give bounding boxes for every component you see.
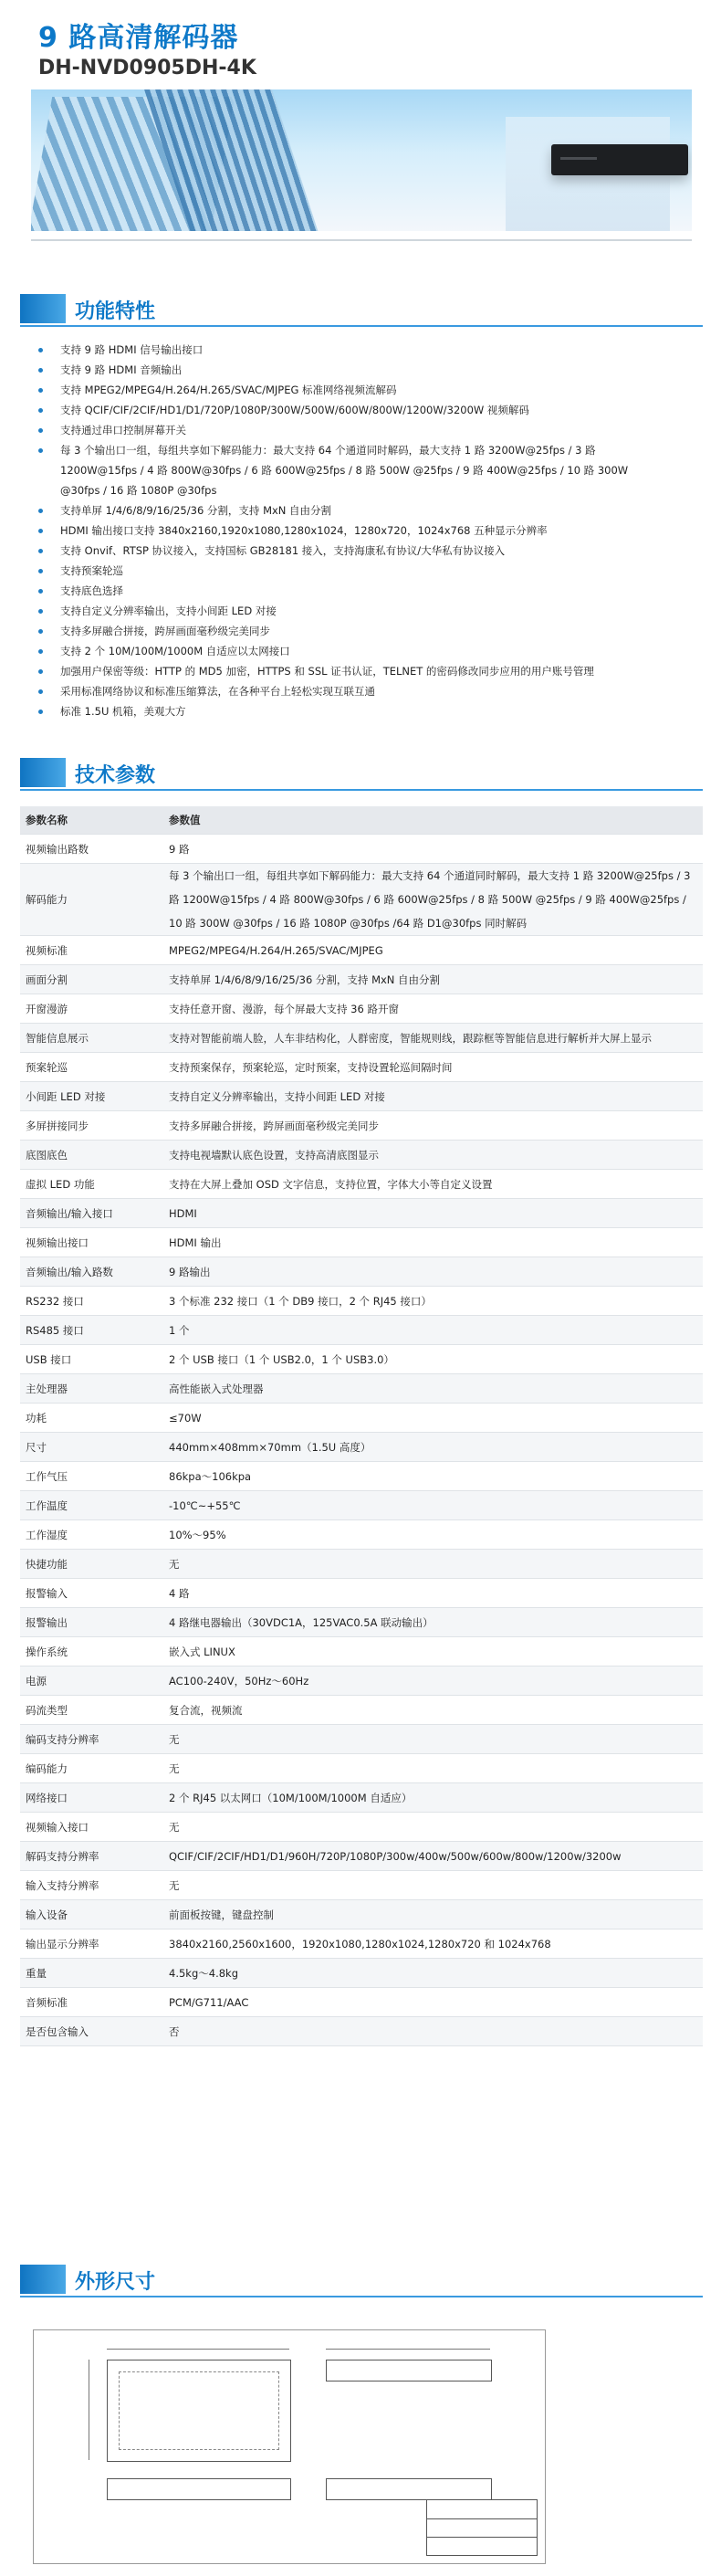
spec-param-name: 工作温度 xyxy=(20,1491,163,1520)
spec-row xyxy=(20,1345,703,1374)
spec-param-value: 支持在大屏上叠加 OSD 文字信息，支持位置，字体大小等自定义设置 xyxy=(163,1170,703,1199)
spec-row xyxy=(20,1783,703,1813)
spec-param-name: 快捷功能 xyxy=(20,1550,163,1579)
spec-param-value: 支持电视墙默认底色设置，支持高清底图显示 xyxy=(163,1141,703,1170)
spec-param-name: USB 接口 xyxy=(20,1345,163,1374)
spec-param-name: 小间距 LED 对接 xyxy=(20,1082,163,1111)
spec-row xyxy=(20,1433,703,1462)
spec-row xyxy=(20,1900,703,1929)
features-list xyxy=(31,340,670,721)
spec-row xyxy=(20,1579,703,1608)
spec-param-name: 编码能力 xyxy=(20,1754,163,1783)
spec-param-name: 底图底色 xyxy=(20,1141,163,1170)
spec-row xyxy=(20,835,703,864)
spec-param-name: 编码支持分辨率 xyxy=(20,1725,163,1754)
spec-row xyxy=(20,994,703,1024)
feature-item: 每 3 个输出口一组，每组共享如下解码能力：最大支持 64 个通道同时解码，最大支持 1 路 3200W@25fps / 3 路 1200W@15fps / 4 路 800W@30fps / 6 路 600W@25fps / 8 路 500W @25fps / 9 路 400W@25fps / 10 路 300W @30fps / 16 路 1080P @30fps xyxy=(31,440,670,500)
spec-param-name: 视频标准 xyxy=(20,936,163,965)
spec-param-name: 开窗漫游 xyxy=(20,994,163,1024)
spec-row xyxy=(20,1053,703,1082)
spec-param-name: 音频标准 xyxy=(20,1988,163,2017)
side-view-outline xyxy=(326,2360,492,2381)
spec-param-value: MPEG2/MPEG4/H.264/H.265/SVAC/MJPEG xyxy=(163,936,703,965)
spec-row xyxy=(20,1959,703,1988)
spec-param-name: 重量 xyxy=(20,1959,163,1988)
spec-param-name: 画面分割 xyxy=(20,965,163,994)
feature-item: HDMI 输出接口支持 3840x2160,1920x1080,1280x1024，1280x720，1024x768 五种显示分辨率 xyxy=(31,520,670,541)
spec-param-value: 440mm×408mm×70mm（1.5U 高度） xyxy=(163,1433,703,1462)
spec-param-name: 解码能力 xyxy=(20,864,163,936)
product-banner-image xyxy=(31,89,692,231)
spec-row xyxy=(20,1199,703,1228)
spec-param-name: 音频输出/输入路数 xyxy=(20,1257,163,1287)
spec-param-value: 支持自定义分辨率输出，支持小间距 LED 对接 xyxy=(163,1082,703,1111)
feature-item: 支持 MPEG2/MPEG4/H.264/H.265/SVAC/MJPEG 标准网络视频流解码 xyxy=(31,380,670,400)
feature-item: 支持 2 个 10M/100M/1000M 自适应以太网接口 xyxy=(31,641,670,661)
spec-param-value: 无 xyxy=(163,1550,703,1579)
feature-item: 加强用户保密等级：HTTP 的 MD5 加密，HTTPS 和 SSL 证书认证，TELNET 的密码修改同步应用的用户账号管理 xyxy=(31,661,670,681)
spec-row xyxy=(20,1491,703,1520)
spec-param-value: 2 个 USB 接口（1 个 USB2.0，1 个 USB3.0） xyxy=(163,1345,703,1374)
spec-row xyxy=(20,1550,703,1579)
spec-row xyxy=(20,1520,703,1550)
feature-item: 支持多屏融合拼接，跨屏画面毫秒级完美同步 xyxy=(31,621,670,641)
spec-param-value: HDMI 输出 xyxy=(163,1228,703,1257)
spec-row xyxy=(20,1228,703,1257)
spec-row xyxy=(20,864,703,936)
spec-param-value: 前面板按键，键盘控制 xyxy=(163,1900,703,1929)
spec-row xyxy=(20,1082,703,1111)
spec-param-name: 虚拟 LED 功能 xyxy=(20,1170,163,1199)
feature-item: 支持 9 路 HDMI 信号输出接口 xyxy=(31,340,670,360)
spec-row xyxy=(20,1287,703,1316)
spec-param-value: 复合流，视频流 xyxy=(163,1696,703,1725)
section-rule xyxy=(20,789,703,791)
spec-param-value: 支持预案保存，预案轮巡，定时预案，支持设置轮巡间隔时间 xyxy=(163,1053,703,1082)
spec-param-name: 预案轮巡 xyxy=(20,1053,163,1082)
spec-row xyxy=(20,1696,703,1725)
spec-row xyxy=(20,1462,703,1491)
spec-row xyxy=(20,2017,703,2046)
spec-param-value: 支持任意开窗、漫游，每个屏最大支持 36 路开窗 xyxy=(163,994,703,1024)
spec-param-value: 4 路 xyxy=(163,1579,703,1608)
feature-item: 支持 9 路 HDMI 音频输出 xyxy=(31,360,670,380)
spec-param-name: 视频输入接口 xyxy=(20,1813,163,1842)
spec-param-name: 尺寸 xyxy=(20,1433,163,1462)
spec-table-header-value: 参数值 xyxy=(163,806,703,835)
dimension-line xyxy=(326,2349,490,2350)
spec-row xyxy=(20,1404,703,1433)
spec-row xyxy=(20,1170,703,1199)
spec-param-name: 操作系统 xyxy=(20,1637,163,1667)
spec-table xyxy=(20,806,703,2046)
spec-row xyxy=(20,1754,703,1783)
feature-item: 支持单屏 1/4/6/8/9/16/25/36 分割，支持 MxN 自由分割 xyxy=(31,500,670,520)
spec-param-name: 工作气压 xyxy=(20,1462,163,1491)
spec-param-value: 每 3 个输出口一组，每组共享如下解码能力：最大支持 64 个通道同时解码，最大支持 1 路 3200W@25fps / 3 路 1200W@15fps / 4 路 800W@30fps / 6 路 600W@25fps / 8 路 500W @25fps / 9 路 400W@25fps / 10 路 300W @30fps / 16 路 1080P @30fps /64 路 D1@30fps 同时解码 xyxy=(163,864,703,936)
spec-param-value: 高性能嵌入式处理器 xyxy=(163,1374,703,1404)
spec-row xyxy=(20,1637,703,1667)
spec-param-name: 是否包含输入 xyxy=(20,2017,163,2046)
spec-param-value: 1 个 xyxy=(163,1316,703,1345)
specs-section-heading xyxy=(20,754,703,791)
spec-row xyxy=(20,1141,703,1170)
top-view-outline xyxy=(107,2360,291,2462)
spec-row xyxy=(20,1316,703,1345)
dimensions-section-heading xyxy=(20,2261,703,2297)
feature-item: 支持通过串口控制屏幕开关 xyxy=(31,420,670,440)
spec-param-name: RS232 接口 xyxy=(20,1287,163,1316)
spec-param-name: 电源 xyxy=(20,1667,163,1696)
spec-param-value: 否 xyxy=(163,2017,703,2046)
feature-item: 支持自定义分辨率输出，支持小间距 LED 对接 xyxy=(31,601,670,621)
spec-param-name: 视频输出接口 xyxy=(20,1228,163,1257)
spec-param-name: 视频输出路数 xyxy=(20,835,163,864)
spec-param-value: 3840x2160,2560x1600，1920x1080,1280x1024,1280x720 和 1024x768 xyxy=(163,1929,703,1959)
feature-item: 标准 1.5U 机箱，美观大方 xyxy=(31,701,670,721)
decoder-device-image xyxy=(551,144,688,175)
spec-row xyxy=(20,1842,703,1871)
spec-param-name: 主处理器 xyxy=(20,1374,163,1404)
spec-param-name: RS485 接口 xyxy=(20,1316,163,1345)
section-rule xyxy=(20,2296,703,2297)
spec-param-name: 多屏拼接同步 xyxy=(20,1111,163,1141)
spec-table-header-row xyxy=(20,806,703,835)
spec-param-name: 输出显示分辨率 xyxy=(20,1929,163,1959)
spec-param-name: 输入支持分辨率 xyxy=(20,1871,163,1900)
spec-param-name: 报警输入 xyxy=(20,1579,163,1608)
feature-item: 采用标准网络协议和标准压缩算法，在各种平台上轻松实现互联互通 xyxy=(31,681,670,701)
spec-param-name: 网络接口 xyxy=(20,1783,163,1813)
spec-param-value: 86kpa～106kpa xyxy=(163,1462,703,1491)
spec-row xyxy=(20,965,703,994)
spec-param-value: HDMI xyxy=(163,1199,703,1228)
section-tab-marker xyxy=(20,294,66,323)
spec-param-value: 支持单屏 1/4/6/8/9/16/25/36 分割，支持 MxN 自由分割 xyxy=(163,965,703,994)
spec-param-value: 无 xyxy=(163,1754,703,1783)
spec-table-body xyxy=(20,835,703,2046)
spec-param-name: 音频输出/输入接口 xyxy=(20,1199,163,1228)
features-section-heading xyxy=(20,290,703,327)
spec-param-value: 2 个 RJ45 以太网口（10M/100M/1000M 自适应） xyxy=(163,1783,703,1813)
feature-item: 支持 Onvif、RTSP 协议接入，支持国标 GB28181 接入，支持海康私有协议/大华私有协议接入 xyxy=(31,541,670,561)
section-title: 功能特性 xyxy=(75,300,156,323)
spec-param-value: 嵌入式 LINUX xyxy=(163,1637,703,1667)
section-title: 技术参数 xyxy=(75,764,156,787)
spec-param-value: 支持对智能前端人脸，人车非结构化，人群密度，智能规则线，跟踪框等智能信息进行解析并大屏上显示 xyxy=(163,1024,703,1053)
section-title: 外形尺寸 xyxy=(75,2271,156,2294)
spec-row xyxy=(20,1374,703,1404)
spec-param-value: 3 个标准 232 接口（1 个 DB9 接口，2 个 RJ45 接口） xyxy=(163,1287,703,1316)
header-divider xyxy=(31,239,692,241)
spec-row xyxy=(20,1725,703,1754)
spec-row xyxy=(20,1024,703,1053)
spec-param-value: 支持多屏融合拼接，跨屏画面毫秒级完美同步 xyxy=(163,1111,703,1141)
spec-param-value: 无 xyxy=(163,1725,703,1754)
spec-row xyxy=(20,1667,703,1696)
rear-view-outline xyxy=(326,2478,492,2500)
dimension-line xyxy=(107,2349,289,2350)
spec-row xyxy=(20,936,703,965)
spec-param-name: 功耗 xyxy=(20,1404,163,1433)
feature-item: 支持预案轮巡 xyxy=(31,561,670,581)
section-tab-marker xyxy=(20,2265,66,2294)
dimension-drawing xyxy=(33,2329,546,2564)
spec-param-value: QCIF/CIF/2CIF/HD1/D1/960H/720P/1080P/300w/400w/500w/600w/800w/1200w/3200w xyxy=(163,1842,703,1871)
spec-param-name: 工作湿度 xyxy=(20,1520,163,1550)
spec-param-value: 9 路 xyxy=(163,835,703,864)
spec-param-name: 智能信息展示 xyxy=(20,1024,163,1053)
spec-row xyxy=(20,1871,703,1900)
feature-item: 支持底色选择 xyxy=(31,581,670,601)
feature-item: 支持 QCIF/CIF/2CIF/HD1/D1/720P/1080P/300W/500W/600W/800W/1200W/3200W 视频解码 xyxy=(31,400,670,420)
spec-param-name: 输入设备 xyxy=(20,1900,163,1929)
spec-param-value: 4.5kg～4.8kg xyxy=(163,1959,703,1988)
front-view-outline xyxy=(107,2478,291,2500)
spec-row xyxy=(20,1608,703,1637)
product-title: 9 路高清解码器 xyxy=(38,22,239,54)
spec-param-value: 无 xyxy=(163,1813,703,1842)
spec-row xyxy=(20,1257,703,1287)
spec-param-value: 9 路输出 xyxy=(163,1257,703,1287)
spec-param-value: 无 xyxy=(163,1871,703,1900)
spec-param-value: PCM/G711/AAC xyxy=(163,1988,703,2017)
spec-param-value: 10%～95% xyxy=(163,1520,703,1550)
spec-param-value: AC100-240V，50Hz～60Hz xyxy=(163,1667,703,1696)
page-header xyxy=(0,0,721,274)
spec-row xyxy=(20,1813,703,1842)
spec-param-name: 解码支持分辨率 xyxy=(20,1842,163,1871)
spec-param-name: 报警输出 xyxy=(20,1608,163,1637)
title-block xyxy=(426,2499,538,2556)
spec-row xyxy=(20,1111,703,1141)
section-rule xyxy=(20,325,703,327)
spec-table-header-name: 参数名称 xyxy=(20,806,163,835)
spec-param-value: 4 路继电器输出（30VDC1A，125VAC0.5A 联动输出） xyxy=(163,1608,703,1637)
spec-param-value: ≤70W xyxy=(163,1404,703,1433)
spec-param-value: -10℃~+55℃ xyxy=(163,1491,703,1520)
spec-param-name: 码流类型 xyxy=(20,1696,163,1725)
spec-row xyxy=(20,1988,703,2017)
product-model: DH-NVD0905DH-4K xyxy=(38,57,256,79)
section-tab-marker xyxy=(20,758,66,787)
spec-row xyxy=(20,1929,703,1959)
